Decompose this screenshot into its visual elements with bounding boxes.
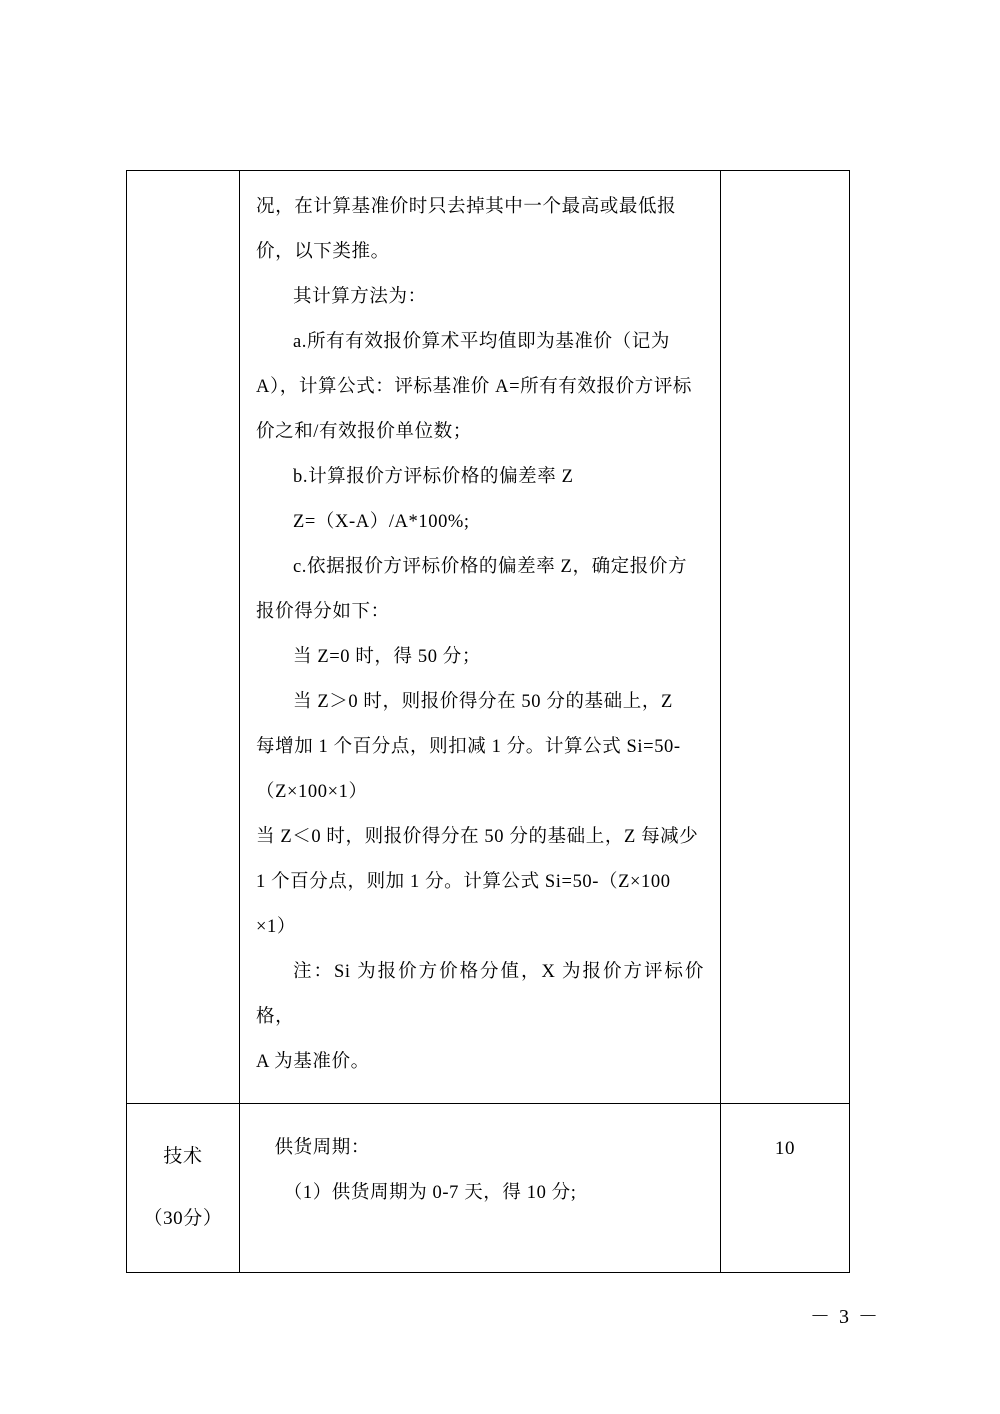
paragraph: 当 Z＜0 时，则报价得分在 50 分的基础上，Z 每减少 <box>256 827 699 847</box>
score-value: 10 <box>774 1138 796 1159</box>
table-row <box>127 171 850 1104</box>
paragraph: 其计算方法为： <box>293 287 427 307</box>
paragraph: 当 Z＞0 时，则报价得分在 50 分的基础上，Z <box>293 692 673 712</box>
table-cell-content-price-formula <box>240 171 721 1104</box>
paragraph: 价之和/有效报价单位数； <box>256 422 472 442</box>
paragraph: 注：Si 为报价方价格分值，X 为报价方评标价格， <box>256 962 704 1027</box>
page-number: － 3 － <box>810 1306 880 1328</box>
paragraph: 当 Z=0 时，得 50 分； <box>293 647 481 667</box>
paragraph: 报价得分如下： <box>256 602 390 622</box>
paragraph: 价，以下类推。 <box>256 242 390 262</box>
table-cell-score-technical <box>721 1104 850 1273</box>
paragraph: ×1） <box>256 917 296 937</box>
paragraph: b.计算报价方评标价格的偏差率 Z <box>293 467 574 487</box>
paragraph: 况，在计算基准价时只去掉其中一个最高或最低报 <box>256 197 677 217</box>
category-points: （30分） <box>143 1208 223 1229</box>
table-cell-category-continued <box>127 171 240 1104</box>
paragraph: A），计算公式：评标基准价 A=所有有效报价方评标 <box>256 377 693 397</box>
paragraph: 供货周期： <box>274 1138 371 1158</box>
paragraph: Z=（X-A）/A*100%; <box>293 512 470 532</box>
paragraph: （Z×100×1） <box>256 782 368 802</box>
table-cell-score-empty <box>721 171 850 1104</box>
paragraph: A 为基准价。 <box>256 1052 370 1072</box>
category-name: 技术 <box>163 1146 203 1167</box>
paragraph: （1）供货周期为 0-7 天，得 10 分; <box>283 1183 577 1203</box>
paragraph: 1 个百分点，则加 1 分。计算公式 Si=50-（Z×100 <box>256 872 671 892</box>
table-cell-content-delivery <box>240 1104 721 1273</box>
paragraph: 每增加 1 个百分点，则扣减 1 分。计算公式 Si=50- <box>256 737 681 757</box>
table-cell-category-technical <box>127 1104 240 1273</box>
table-row <box>127 1104 850 1273</box>
paragraph: c.依据报价方评标价格的偏差率 Z，确定报价方 <box>293 557 688 577</box>
paragraph: a.所有有效报价算术平均值即为基准价（记为 <box>293 332 670 352</box>
scoring-criteria-table <box>126 170 850 1273</box>
